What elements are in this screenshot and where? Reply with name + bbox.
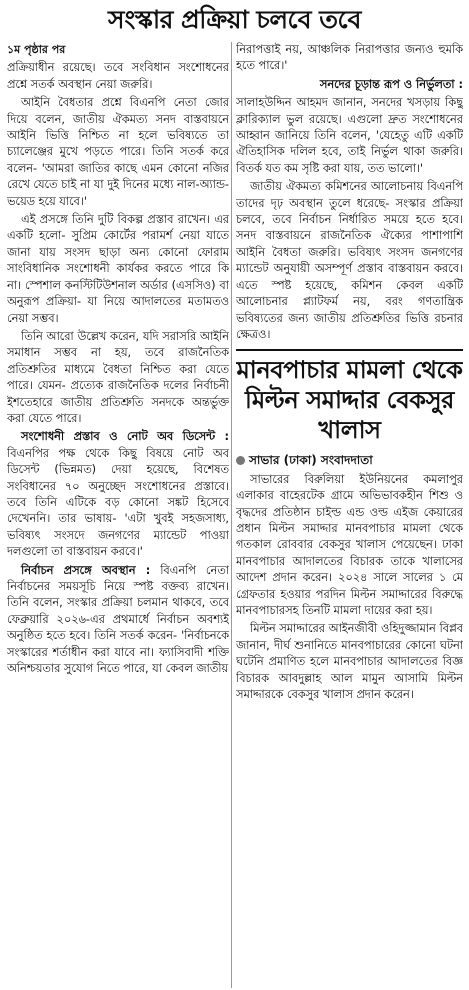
column-divider (231, 42, 232, 988)
subheading: সংশোধনী প্রস্তাব ও নোট অব ডিসেন্ট : (21, 430, 229, 444)
paragraph: তিনি আরো উল্লেখ করেন, যদি সরাসরি আইনি সমাধান সম্ভব না হয়, তবে রাজনৈতিক প্রতিশ্রুতির মাধ্যমে বৈধতা নিশ্চিত করা যেতে পারে। যেমন- প্রত্যেক রাজনৈতিক দলের নির্বাচনী ইশতেহারে জাতীয় প্রতিশ্রুতি সনদকে অন্তর্ভুক্ত করা যেতে পারে। (7, 329, 229, 425)
paragraph: আইনি বৈধতার প্রশ্নে বিএনপি নেতা জোর দিয়ে বলেন, জাতীয় ঐকমত্য সনদ বাস্তবায়নে আইনি ভিত্তি নিশ্চিত না হলে ভবিষ্যতে তা চ্যালেঞ্জের মুখে পড়তে পারে। তিনি সতর্ক করে বলেন- 'আমরা জাতির কাছে এমন কোনো নজির রেখে যেতে চাই না যা দুই দিনের মধ্যে নাল-অ্যান্ড-ভয়েড হয়ে যাবে।' (7, 96, 229, 208)
paragraph: এই প্রসঙ্গে তিনি দুটি বিকল্প প্রস্তাব রাখেন। এর একটি হলো- সুপ্রিম কোর্টের পরামর্শ নেয়া যাতে জানা যায় সংসদ ছাড়া অন্য কোনো ফোরাম সাংবিধানিক সংশোধনী কার্যকর করতে পারে কি না। স্পেশাল কনস্টিটিউশনাল অর্ডার (এসসিও) বা অনুরূপ প্রক্রিয়া- যা নিয়ে আদালতের মতামতও নেয়া সম্ভব। (7, 213, 229, 325)
paragraph: সালাহউদ্দিন আহমদ জানান, সনদের খসড়ায় কিছু ক্লারিক্যাল ভুল রয়েছে। এগুলো দ্রুত সংশোধনের আহ্বান জানিয়ে তিনি বলেন, 'যেহেতু এটি একটি ঐতিহাসিক দলিল হবে, তাই নির্ভুল থাকা জরুরি। বিতর্ক যত কম সৃষ্টি করা যায়, তত ভালো।' (236, 96, 463, 175)
subheading: নির্বাচন প্রসঙ্গে অবস্থান : (21, 563, 151, 577)
continuation-kicker: ১ম পৃষ্ঠার পর (7, 43, 66, 56)
byline (236, 452, 463, 468)
paragraph: প্রক্রিয়াধীন রয়েছে। তবে সংবিধান সংশোধনের প্রশ্নে সতর্ক অবস্থান নেয়া জরুরি। (7, 61, 229, 91)
paragraph-with-subhead (7, 429, 229, 560)
paragraph: জাতীয় ঐকমত্য কমিশনের আলোচনায় বিএনপি তাদের দৃঢ় অবস্থান তুলে ধরেছে- সংস্কার প্রক্রিয়া চলবে, তবে নির্বাচন নির্ধারিত সময়ে হতে হবে। সনদ বাস্তবায়নে রাজনৈতিক ঐক্যের পাশাপাশি আইনি বৈধতা জরুরি। ভবিষ্যৎ সংসদ জনগণের ম্যান্ডেট অনুযায়ী অসম্পূর্ণ প্রস্তাব বাস্তবায়ন করবে। এতে স্পষ্ট হয়েছে, কমিশন কেবল একটি আলোচনার প্ল্যাটফর্ম নয়, বরং গণতান্ত্রিক ভবিষ্যতের জন্য জাতীয় প্রতিশ্রুতির ভিত্তি রচনার ক্ষেত্রও। (236, 180, 463, 341)
bullet-icon (236, 456, 245, 465)
paragraph: নিরাপত্তাই নয়, আঞ্চলিক নিরাপত্তার জন্যও হুমকি হতে পারে।' (236, 43, 463, 73)
paragraph-with-subhead (7, 563, 229, 678)
second-article-headline: মানবপাচার মামলা থেকে মিল্টন সমাদ্দার বেকসুর খালাস (236, 349, 463, 448)
right-column (236, 42, 463, 988)
paragraph-text: বিএনপি নেতা নির্বাচনের সময়সূচি নিয়ে স্পষ্ট বক্তব্য রাখেন। তিনি বলেন, সংস্কার প্রক্রিয়া চলমান থাকবে, তবে ফেব্রুয়ারি ২০২৬-এর প্রথমার্ধে নির্বাচন অবশ্যই অনুষ্ঠিত হতে হবে। তিনি সতর্ক করেন- 'নির্বাচনকে সংস্কারের শর্তাধীন করা যাবে না। ফ্যাসিবাদী শক্তি অনিশ্চয়তার সুযোগ নিতে পারে, যা কেবল জাতীয় (7, 563, 229, 676)
subheading-line (236, 77, 463, 93)
byline-text: সাভার (ঢাকা) সংবাদদাতা (249, 453, 373, 468)
paragraph: সাভারের বিরুলিয়া ইউনিয়নের কমলাপুর এলাকার বাহেরটেক গ্রামে অভিভাবকহীন শিশু ও বৃদ্ধদের প্রতিষ্ঠান চাইল্ড এন্ড ওল্ড এইজ কেয়ারের প্রধান মিল্টন সমাদ্দার মানবপাচার মামলা থেকে গতকাল রোববার বেকসুর খালাস পেয়েছেন। ঢাকা মানবপাচার আদালতের বিচারক তাকে খালাসের আদেশ প্রদান করেন। ২০২৪ সালে সালের ১ মে গ্রেফতার হওয়ার পরদিন মিল্টন সমাদ্দারের বিরুদ্ধে মানবপাচারসহ তিনটি মামলা দায়ের করা হয়। (236, 472, 463, 617)
page-headline: সংস্কার প্রক্রিয়া চলবে তবে (108, 5, 361, 34)
left-column (7, 42, 229, 988)
paragraph: মিল্টন সমাদ্দারের আইনজীবী ওহিদুজ্জামান বিপ্লব জানান, দীর্ঘ শুনানিতে মানবপাচারের কোনো ঘটনা ঘটেনি প্রমাণিত হলে মানবপাচার আদালতের বিজ্ঞ বিচারক আবদুল্লাহ আল মামুন আসামি মিল্টন সমাদ্দারকে বেকসুর খালাস প্রদান করেন। (236, 622, 463, 701)
paragraph-text: বিএনপির পক্ষ থেকে কিছু বিষয়ে নোট অব ডিসেন্ট (ভিন্নমত) দেয়া হয়েছে, বিশেষত সংবিধানের ৭০ অনুচ্ছেদ সংশোধনের প্রস্তাবে। তবে তিনি এটিকে বড় কোনো সঙ্কট হিসেবে দেখেননি। তার ভাষায়- 'এটা খুবই সহজসাধ্য, ভবিষ্যৎ সংসদে জনগণের ম্যান্ডেট পাওয়া দলগুলো তা বাস্তবায়ন করবে।' (7, 446, 229, 559)
subheading: সনদের চূড়ান্ত রূপ ও নির্ভুলতা : (319, 77, 463, 91)
